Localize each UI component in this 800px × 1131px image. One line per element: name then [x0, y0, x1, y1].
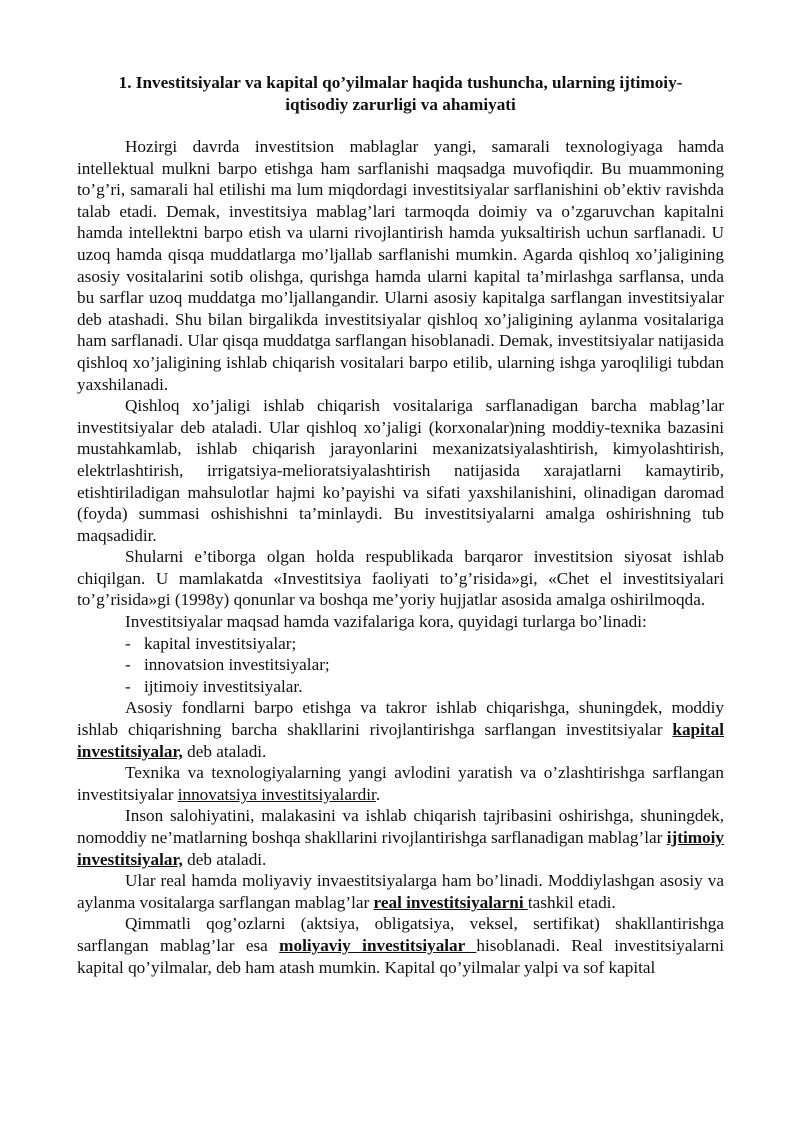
paragraph-8 — [77, 870, 724, 913]
paragraph-5 — [77, 697, 724, 762]
list-item — [77, 633, 724, 655]
term-moliyaviy-investitsiyalar: moliyaviy investitsiyalar — [279, 935, 477, 955]
list-item-text: innovatsion investitsiyalar; — [144, 655, 330, 675]
list-dash: - — [125, 655, 131, 675]
paragraph-2: Qishloq xo’jaligi ishlab chiqarish vositalariga sarflanadigan barcha mablag’lar investitsiyalar deb ataladi. Ular qishloq xo’jaligi (korxonalar)ning moddiy-texnika bazasini mustahkamlab, ishlab chiqarish jarayonlarini mexanizatsiyalashtirish, kimyolashtirish, elektrlashtirish, irrigatsiya-melioratsiyalashtirish natijasida xarajatlarni kamaytirib, etishtiriladigan mahsulotlar hajmi ko’payishi va sifati yaxshilanishini, olinadigan daromad (foyda) summasi oshishishni ta’minlaydi. Bu investitsiyalarni amalga oshirishning tub maqsadidir. — [77, 396, 724, 545]
section-title-line-2: iqtisodiy zarurligi va ahamiyati — [285, 95, 516, 114]
paragraph-7 — [77, 805, 724, 870]
paragraph-6-tail: . — [375, 784, 381, 804]
term-innovatsiya-investitsiyalar: innovatsiya investitsiyalardir — [177, 784, 376, 804]
list-item — [77, 654, 724, 676]
section-title-line-1: 1. Investitsiyalar va kapital qo’yilmalar haqida tushuncha, ularning ijtimoiy- — [118, 73, 683, 92]
list-item-text: ijtimoiy investitsiyalar. — [144, 676, 303, 696]
section-title — [77, 72, 724, 116]
paragraph-1: Hozirgi davrda investitsion mablaglar yangi, samarali texnologiyaga hamda intellektual mulkni barpo etishga ham sarflanishi maqsadga muvofiqdir. Bu muammoning to’g’ri, samarali hal etilishi ma lum miqdordagi investitsiyalar sarflanishini ob’ektiv ravishda talab etadi. Demak, investitsiya mablag’lari tarmoqda doimiy va o’zgaruvchan kapitalni hamda intellektni barpo etish va ularni rivojlantirish hamda yuksaltirish uchun sarflanadi. U uzoq hamda qisqa muddatlarga mo’ljallab sarflanishi mumkin. Agarda qishloq xo’jaligining asosiy vositalarini sotib olishga, qurishga hamda ularni kapital ta’mirlashga sarflansa, unda bu sarflar uzoq muddatga mo’ljallangandir. Ularni asosiy kapitalga sarflangan investitsiyalar deb atashadi. Shu bilan birgalikda investitsiyalar qishloq xo’jaligining aylanma vositalariga ham sarflanadi. Ular qisqa muddatga sarflangan hisoblanadi. Demak, investitsiyalar natijasida qishloq xo’jaligining ishlab chiqarish vositalari barpo etilib, ularning ishga yaroqliligi tubdan yaxshilanadi. — [77, 137, 724, 394]
paragraph-6-text: Texnika va texnologiyalarning yangi avlodini yaratish va o’zlashtirishga sarflangan investitsiyalar — [77, 763, 724, 804]
list-item-text: kapital investitsiyalar; — [144, 633, 297, 653]
paragraph-5-text: Asosiy fondlarni barpo etishga va takror ishlab chiqarishga, shuningdek, moddiy ishlab chiqarishning barcha shakllarini rivojlantirishga sarflangan investitsiyalar — [77, 698, 724, 740]
paragraph-9 — [77, 913, 724, 978]
term-real-investitsiyalar: real investitsiyalarni — [373, 892, 528, 912]
paragraph-4: Investitsiyalar maqsad hamda vazifalariga kora, quyidagi turlarga bo’linadi: — [125, 612, 647, 632]
paragraph-5-tail: deb ataladi. — [182, 741, 267, 761]
paragraph-6 — [77, 762, 724, 805]
paragraph-3: Shularni e’tiborga olgan holda respublikada barqaror investitsion siyosat ishlab chiqilgan. U mamlakatda «Investitsiya faoliyati to’g’risida»gi, «Chet el investitsiyalari to’g’risida»gi (1998y) qonunlar va boshqa me’yoriy hujjatlar asosida amalga oshirilmoqda. — [77, 547, 724, 610]
list-dash: - — [125, 633, 131, 653]
paragraph-7-tail: deb ataladi. — [182, 849, 267, 869]
paragraph-8-tail: tashkil etadi. — [527, 892, 616, 912]
paragraph-9-text: Qimmatli qog’ozlarni (aktsiya, obligatsiya, veksel, sertifikat) shakllantirishga sarflangan mablag’lar esa — [77, 914, 724, 955]
term-ijtimoiy-investitsiyalar: ijtimoiy investitsiyalar, — [77, 828, 724, 869]
list-item — [77, 676, 724, 698]
paragraph-9-tail: hisoblanadi. Real investitsiyalarni kapital qo’yilmalar, deb ham atash mumkin. Kapital qo’yilmalar yalpi va sof kapital — [77, 935, 724, 977]
list-dash: - — [125, 676, 131, 696]
paragraph-7-text: Inson salohiyatini, malakasini va ishlab chiqarish tajribasini oshirishga, shuningdek, nomoddiy ne’matlarning boshqa shakllarini rivojlantirishga sarflanadigan mablag’lar — [77, 806, 724, 847]
paragraph-8-text: Ular real hamda moliyaviy invaestitsiyalarga ham bo’linadi. Moddiylashgan asosiy va aylanma vositalarga sarflangan mablag’lar — [77, 871, 724, 912]
term-kapital-investitsiyalar: kapital investitsiyalar, — [77, 720, 724, 761]
investment-types-list — [77, 633, 724, 698]
